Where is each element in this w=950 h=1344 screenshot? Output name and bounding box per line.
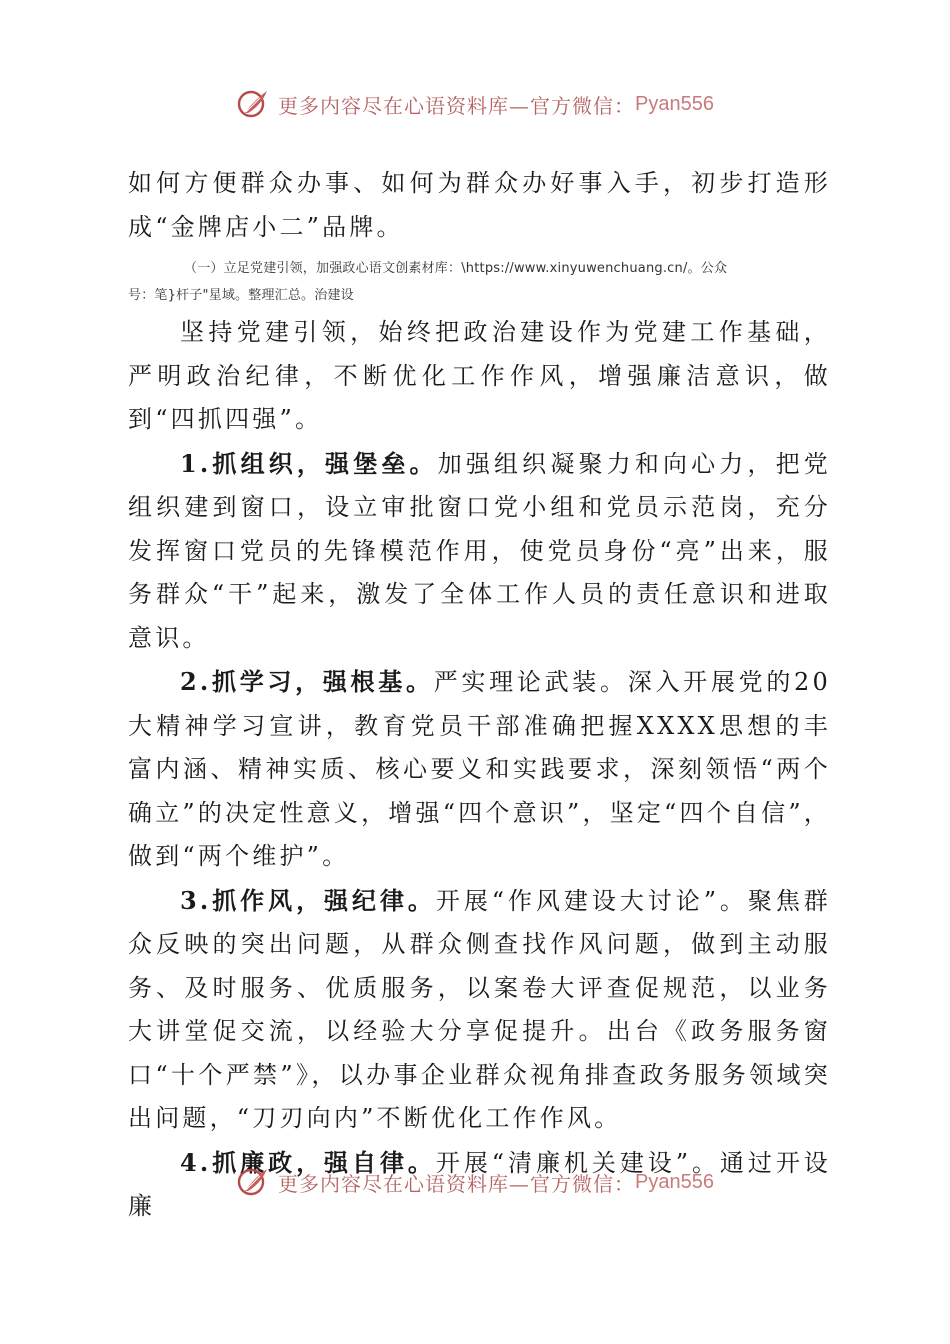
paragraph-integrity-body: 开展“清廉机关建设”。通过开设廉 (128, 1148, 831, 1220)
paragraph-style-title: 3.抓作风，强纪律。 (180, 885, 436, 915)
paragraph-organization-title: 1.抓组织，强堡垒。 (180, 448, 438, 478)
banner-wechat-id: Pyan556 (635, 1170, 714, 1193)
paragraph-organization-body: 加强组织凝聚力和向心力，把党组织建到窗口，设立审批窗口党小组和党员示范岗，充分发挥窗口党员的先锋模范作用，使党员身份“亮”出来，服务群众“干”起来，激发了全体工作人员的责任意识和进取意识。 (128, 449, 831, 652)
quill-pen-logo-icon (236, 86, 272, 122)
paragraph-study-title: 2.抓学习，强根基。 (180, 667, 434, 696)
paragraph-style (128, 879, 831, 1141)
paragraph-study-body: 严实理论武装。深入开展党的20大精神学习宣讲，教育党员干部准确把握XXXX思想的丰富内涵、精神实质、核心要义和实践要求，深刻领悟“两个确立”的决定性意义，增强“四个意识”，坚定“四个自信”，做到“两个维护”。 (128, 668, 831, 870)
paragraph-organization (128, 442, 831, 661)
paragraph-continued: 如何方便群众办事、如何为群众办好事入手，初步打造形成“金牌店小二”品牌。 (128, 169, 831, 241)
paragraph-study (128, 660, 831, 879)
banner-wechat-id: Pyan556 (635, 92, 714, 115)
quill-pen-logo-icon (236, 1164, 272, 1200)
paragraph-intro: 坚持党建引领，始终把政治建设作为党建工作基础，严明政治纪律，不断优化工作作风，增强廉洁意识，做到“四抓四强”。 (128, 318, 831, 433)
document-body (128, 162, 831, 1229)
note-line-2: 号：笔}杆子"星域。整理汇总。治建设 (128, 288, 354, 303)
section-heading-note (128, 255, 831, 309)
header-watermark-banner (0, 84, 950, 124)
footer-watermark-banner (0, 1162, 950, 1202)
paragraph-integrity-title: 4.抓廉政，强自律。 (180, 1147, 436, 1177)
paragraph-style-body: 开展“作风建设大讨论”。聚焦群众反映的突出问题，从群众侧查找作风问题，做到主动服务、及时服务、优质服务，以案卷大评查促规范，以业务大讲堂促交流，以经验大分享促提升。出台《政务服务窗口“十个严禁”》，以办事企业群众视角排查政务服务领域突出问题，“刀刃向内”不断优化工作作风。 (128, 886, 831, 1132)
banner-text: 更多内容尽在心语资料库—官方微信： (278, 1171, 636, 1196)
note-line-1: （一）立足党建引领，加强政心语文创素材库：\https://www.xinyuwenchuang.cn/。公众 (184, 261, 728, 276)
banner-text: 更多内容尽在心语资料库—官方微信： (278, 93, 636, 118)
